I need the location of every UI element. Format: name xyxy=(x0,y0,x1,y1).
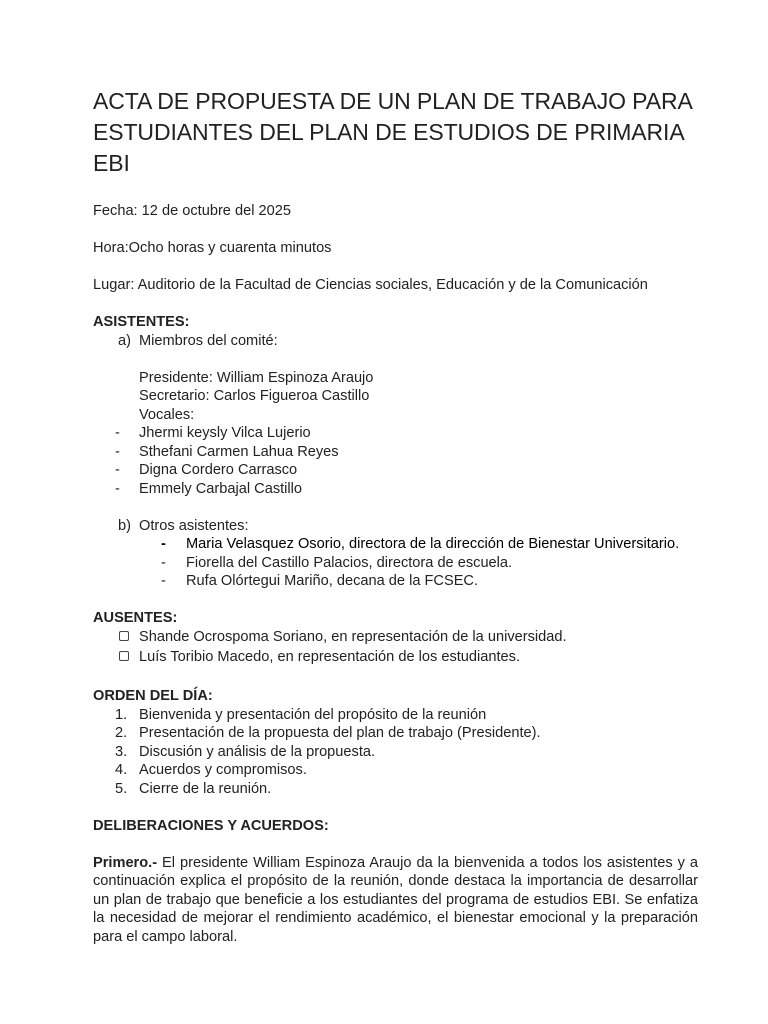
orden-item xyxy=(93,780,698,799)
dash-bullet: - xyxy=(161,554,166,571)
orden-number: 5. xyxy=(115,780,128,797)
otro-asistente-name: Maria Velasquez Osorio, directora de la dirección de Bienestar Universitario. xyxy=(186,536,680,552)
vocal-item xyxy=(93,480,698,499)
orden-text: Cierre de la reunión. xyxy=(139,780,272,797)
orden-section xyxy=(93,687,698,798)
orden-item xyxy=(93,706,698,725)
deliberaciones-heading: DELIBERACIONES Y ACUERDOS: xyxy=(93,817,329,834)
otro-asistente-item xyxy=(93,554,698,573)
orden-item xyxy=(93,761,698,780)
vocal-name: Digna Cordero Carrasco xyxy=(139,462,298,478)
orden-number: 3. xyxy=(115,743,128,760)
miembros-label: Miembros del comité: xyxy=(139,332,278,349)
deliberaciones-section xyxy=(93,817,698,947)
orden-number: 1. xyxy=(115,706,128,723)
list-item-b xyxy=(93,517,698,536)
list-marker-a: a) xyxy=(118,332,131,349)
orden-item xyxy=(93,724,698,743)
list-marker-b: b) xyxy=(118,517,131,534)
otro-asistente-name: Rufa Olórtegui Mariño, decana de la FCSEC. xyxy=(186,573,479,589)
orden-number: 4. xyxy=(115,762,128,778)
fecha-line: Fecha: 12 de octubre del 2025 xyxy=(93,203,291,219)
orden-number: 2. xyxy=(115,725,128,741)
dash-bullet: - xyxy=(115,425,120,441)
vocales-label: Vocales: xyxy=(139,406,195,423)
asistentes-section xyxy=(93,313,698,591)
dash-bullet: - xyxy=(161,573,166,589)
lugar-line: Lugar: Auditorio de la Facultad de Ciencias sociales, Educación y de la Comunicación xyxy=(93,277,648,293)
otro-asistente-item xyxy=(93,535,698,554)
vocal-item xyxy=(93,461,698,480)
list-item-a xyxy=(93,332,698,351)
ausente-name: Luís Toribio Macedo, en representación de los estudiantes. xyxy=(139,649,521,665)
orden-item xyxy=(93,743,698,762)
dash-bullet: - xyxy=(161,536,166,552)
vocal-item xyxy=(93,443,698,462)
dash-bullet: - xyxy=(115,480,120,497)
hora-line: Hora:Ocho horas y cuarenta minutos xyxy=(93,240,332,256)
otro-asistente-item xyxy=(93,572,698,591)
vocal-name: Jhermi keysly Vilca Lujerio xyxy=(139,425,311,441)
orden-text: Discusión y análisis de la propuesta. xyxy=(139,743,376,760)
dash-bullet: - xyxy=(115,462,120,478)
ausentes-section xyxy=(93,609,698,667)
ausente-name: Shande Ocrospoma Soriano, en representación de la universidad. xyxy=(139,628,567,645)
vocal-name: Sthefani Carmen Lahua Reyes xyxy=(139,443,339,460)
presidente-line: Presidente: William Espinoza Araujo xyxy=(139,369,374,386)
secretario-line: Secretario: Carlos Figueroa Castillo xyxy=(139,388,370,404)
otro-asistente-name: Fiorella del Castillo Palacios, directora de escuela. xyxy=(186,554,513,571)
primero-paragraph xyxy=(93,854,698,947)
document-title: ACTA DE PROPUESTA DE UN PLAN DE TRABAJO PARA ESTUDIANTES DEL PLAN DE ESTUDIOS DE PRIMARIA EBI xyxy=(93,88,692,176)
ausente-item xyxy=(93,648,698,667)
orden-text: Bienvenida y presentación del propósito de la reunión xyxy=(139,706,487,723)
ausente-item xyxy=(93,628,698,647)
primero-text: El presidente William Espinoza Araujo da la bienvenida a todos los asistentes y a continuación explica el propósito de la reunión, donde destaca la importancia de desarrollar un plan de trabajo que beneficie a los estudiantes del programa de estudios EBI. Se enfatiza la necesidad de mejorar el rendimiento académico, el bienestar emocional y la preparación para el campo laboral. xyxy=(93,854,698,945)
vocal-item xyxy=(93,424,698,443)
ausentes-heading: AUSENTES: xyxy=(93,610,178,626)
orden-text: Acuerdos y compromisos. xyxy=(139,762,307,778)
asistentes-heading: ASISTENTES: xyxy=(93,314,190,330)
otros-label: Otros asistentes: xyxy=(139,517,249,534)
primero-label: Primero.- xyxy=(93,854,158,871)
vocal-name: Emmely Carbajal Castillo xyxy=(139,480,303,497)
checkbox-icon[interactable] xyxy=(119,631,129,641)
dash-bullet: - xyxy=(115,443,120,460)
checkbox-icon[interactable] xyxy=(119,651,129,661)
orden-text: Presentación de la propuesta del plan de trabajo (Presidente). xyxy=(139,725,541,741)
orden-heading: ORDEN DEL DÍA: xyxy=(93,688,213,704)
